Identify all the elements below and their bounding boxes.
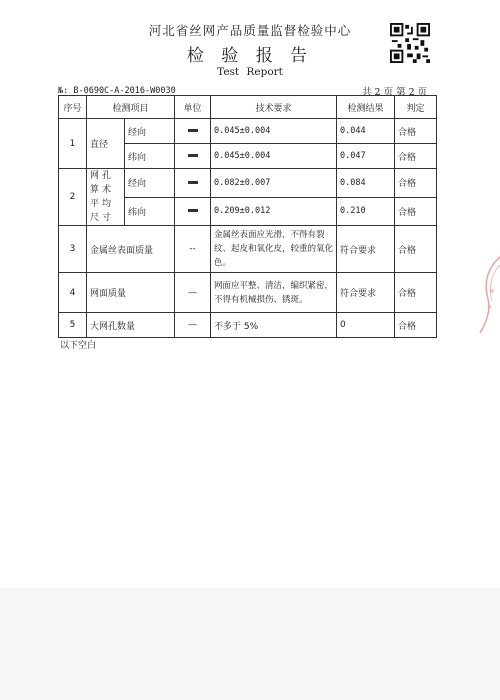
row-verdict: 合格 [395,226,437,273]
header-result: 检测结果 [337,96,395,119]
organization-name: 河北省丝网产品质量监督检验中心 [148,23,352,38]
row-result: 0.047 [337,144,395,169]
row-verdict: 合格 [395,144,437,169]
row-requirement: 0.045±0.004 [211,119,337,144]
row-verdict: 合格 [395,313,437,338]
row-requirement: 网面应平整、清洁，编织紧密，不得有机械损伤、锈斑。 [211,273,337,313]
report-title: 检 验 报 告 [186,46,314,66]
row-result: 0 [337,313,395,338]
page-indicator: 共 2 页 第 2 页 [362,87,428,98]
row-requirement: 0.209±0.012 [211,197,337,226]
row-seq: 1 [59,119,87,169]
row-requirement: 金属丝表面应光滑，不得有裂纹、起皮和氧化皮，较重的氧化色。 [211,226,337,273]
row-requirement: 0.082±0.007 [211,169,337,198]
table-row [59,169,437,198]
row-result: 符合要求 [337,226,395,273]
row-result: 符合要求 [337,273,395,313]
row-verdict: 合格 [395,119,437,144]
page-bottom-area [0,588,500,700]
header-unit: 单位 [175,96,211,119]
table-row [59,119,437,144]
table-header-row [59,96,437,119]
row-unit: — [175,313,211,338]
row-unit: -- [175,226,211,273]
row-seq: 3 [59,226,87,273]
blank-below-note: 以下空白 [60,341,97,351]
table-row [59,273,437,313]
row-seq: 2 [59,169,87,226]
row-subitem: 纬向 [125,144,175,169]
row-requirement: 不多于 5% [211,313,337,338]
unit-mark-icon [175,144,211,169]
report-subtitle: Test Report [217,66,283,78]
table-row [59,226,437,273]
row-subitem: 经向 [125,119,175,144]
row-verdict: 合格 [395,273,437,313]
unit-mark-icon [175,197,211,226]
header-item: 检测项目 [87,96,175,119]
unit-mark-icon [175,119,211,144]
row-result: 0.084 [337,169,395,198]
row-result: 0.210 [337,197,395,226]
seal-stamp-icon [478,255,500,335]
header-verdict: 判定 [395,96,437,119]
table-row [59,313,437,338]
test-results-table [58,95,437,338]
row-verdict: 合格 [395,197,437,226]
unit-mark-icon [175,169,211,198]
row-item: 金属丝表面质量 [87,226,175,273]
row-item: 直径 [87,119,125,169]
header-requirement: 技术要求 [211,96,337,119]
row-seq: 4 [59,273,87,313]
row-verdict: 合格 [395,169,437,198]
row-seq: 5 [59,313,87,338]
row-result: 0.044 [337,119,395,144]
row-item: 网孔算术平均尺寸 [87,169,125,226]
row-subitem: 经向 [125,169,175,198]
row-requirement: 0.045±0.004 [211,144,337,169]
row-item: 网面质量 [87,273,175,313]
row-subitem: 纬向 [125,197,175,226]
report-number: №: B-0690C-A-2016-W0030 [58,86,176,96]
row-unit: — [175,273,211,313]
qr-code-icon [390,23,430,63]
row-item: 大网孔数量 [87,313,175,338]
header-seq: 序号 [59,96,87,119]
